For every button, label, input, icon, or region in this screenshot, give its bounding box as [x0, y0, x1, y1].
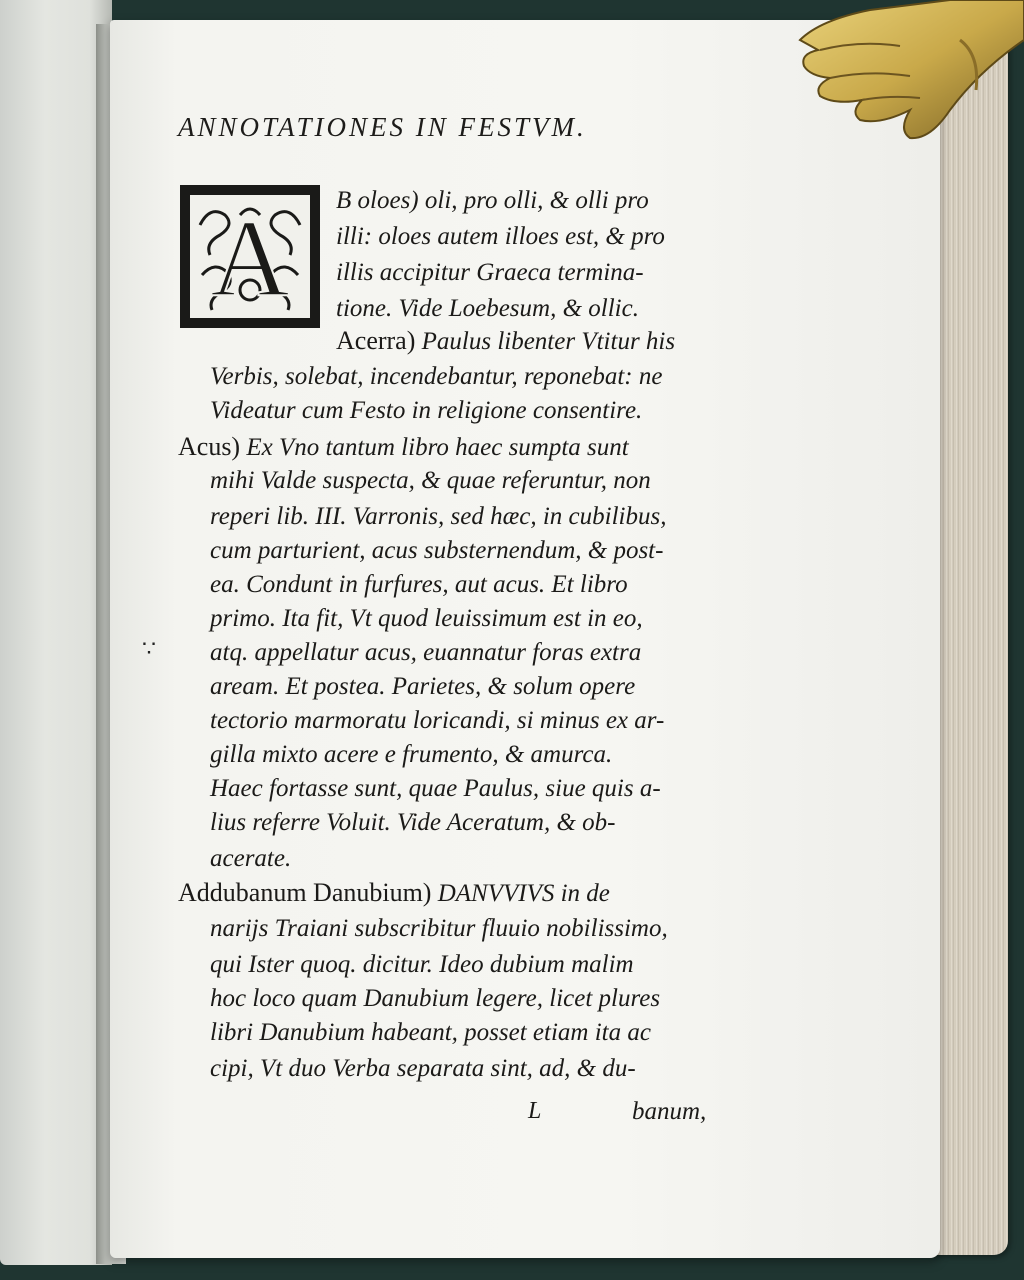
text-line [210, 638, 641, 668]
text-line [210, 396, 642, 426]
line-text: cum parturient, acus substernendum, & post- [210, 537, 664, 564]
line-text: mihi Valde suspecta, & quae referuntur, non [210, 467, 651, 494]
signature-mark: L [528, 1098, 542, 1124]
brass-hand-bookmark-icon [780, 0, 1024, 150]
entry-headword: Acerra) [336, 326, 416, 355]
decorated-initial [180, 185, 320, 328]
line-text: illi: oloes autem illoes est, & pro [336, 223, 665, 250]
text-line [210, 984, 660, 1014]
text-line [210, 774, 661, 804]
line-text: narijs Traiani subscribitur fluuio nobilissimo, [210, 915, 668, 942]
page-edges [930, 40, 1008, 1255]
text-line [210, 502, 666, 532]
line-text: qui Ister quoq. dicitur. Ideo dubium malim [210, 951, 634, 978]
text-line [210, 844, 291, 874]
line-text: libri Danubium habeant, posset etiam ita ac [210, 1019, 651, 1046]
line-text: atq. appellatur acus, euannatur foras extra [210, 639, 642, 666]
line-text: DANVVIVS in de [431, 880, 610, 907]
text-line [210, 362, 662, 392]
text-line [336, 186, 649, 216]
line-text: cipi, Vt duo Verba separata sint, ad, & du- [210, 1055, 636, 1082]
line-text: tectorio marmoratu loricandi, si minus ex ar- [210, 707, 665, 734]
line-text: Verbis, solebat, incendebantur, reponebat: ne [210, 363, 663, 390]
text-line [178, 878, 610, 909]
text-line [210, 706, 664, 736]
entry-headword: Addubanum Danubium) [178, 878, 432, 907]
text-line [210, 604, 643, 634]
text-line [178, 432, 629, 463]
line-text: illis accipitur Graeca termina- [336, 259, 644, 286]
text-line [210, 466, 651, 496]
line-text: acerate. [210, 845, 292, 872]
line-text: gilla mixto acere e frumento, & amurca. [210, 741, 613, 768]
line-text: aream. Et postea. Parietes, & solum opere [210, 673, 636, 700]
line-text: Haec fortasse sunt, quae Paulus, siue quis a- [210, 775, 661, 802]
text-line [336, 222, 665, 252]
text-line [210, 808, 616, 838]
entry-headword: Acus) [178, 432, 241, 461]
text-line [210, 914, 668, 944]
catchword: banum, [632, 1098, 707, 1125]
running-head: ANNOTATIONES IN FESTVM. [178, 112, 587, 142]
line-text: Ex Vno tantum libro haec sumpta sunt [240, 434, 629, 461]
line-text: Paulus libenter Vtitur his [415, 328, 676, 355]
text-line [336, 326, 675, 357]
text-line [210, 672, 635, 702]
text-line [336, 258, 644, 288]
margin-mark: ∵ [142, 636, 156, 661]
text-line [210, 950, 634, 980]
initial-ornament-icon [190, 195, 310, 318]
line-text: B oloes) oli, pro olli, & olli pro [336, 187, 649, 214]
line-text: reperi lib. III. Varronis, sed hæc, in cubilibus, [210, 503, 667, 530]
line-text: Videatur cum Festo in religione consentire. [210, 397, 643, 424]
text-line [210, 740, 612, 770]
text-line [210, 1018, 651, 1048]
line-text: hoc loco quam Danubium legere, licet plures [210, 985, 661, 1012]
line-text: primo. Ita fit, Vt quod leuissimum est in eo, [210, 605, 643, 632]
text-line [210, 1054, 636, 1084]
line-text: tione. Vide Loebesum, & ollic. [336, 295, 639, 322]
text-line [210, 536, 663, 566]
svg-text:A: A [210, 197, 290, 318]
text-line [336, 294, 639, 324]
line-text: lius referre Voluit. Vide Aceratum, & ob- [210, 809, 616, 836]
text-line [210, 570, 628, 600]
line-text: ea. Condunt in furfures, aut acus. Et libro [210, 571, 628, 598]
